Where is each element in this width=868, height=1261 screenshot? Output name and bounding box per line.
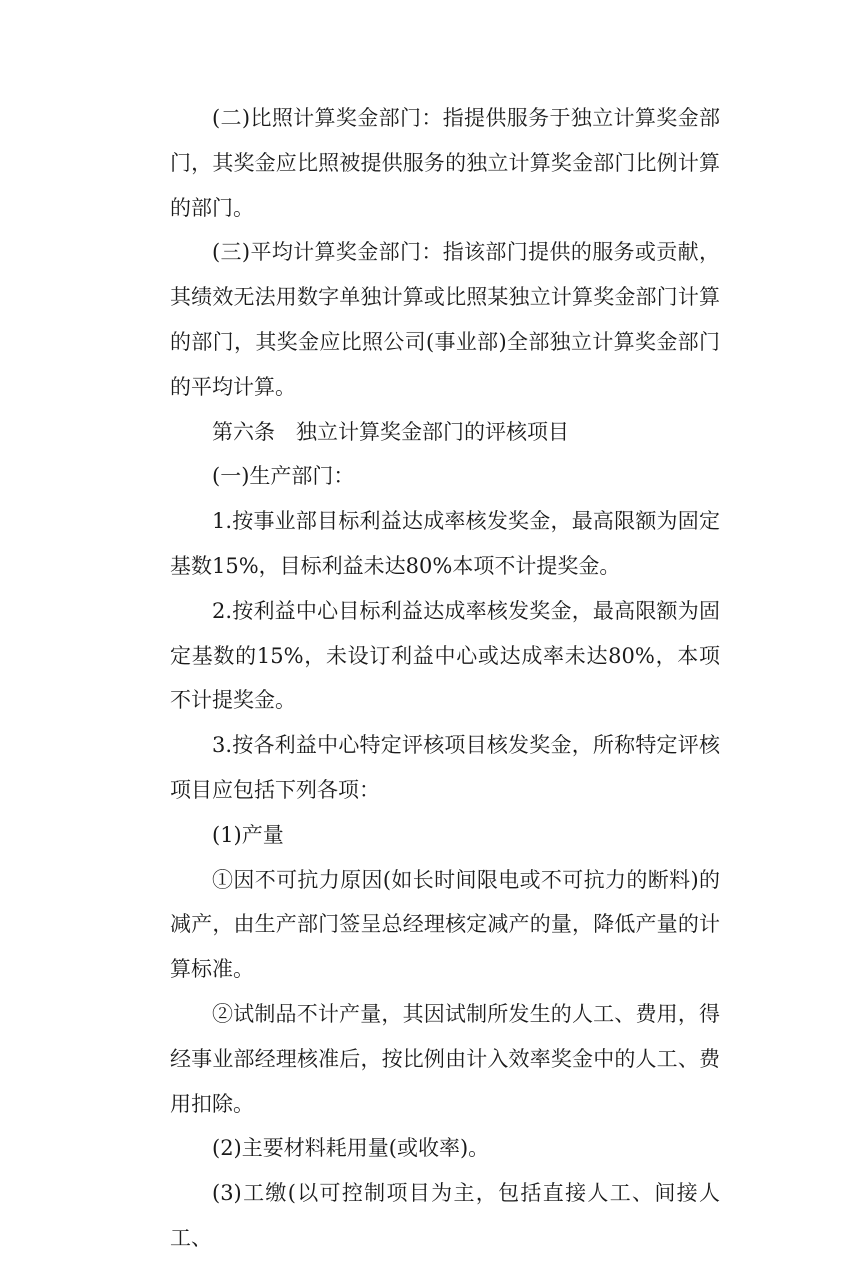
sub-item-output-note-1: ①因不可抗力原因(如长时间限电或不可抗力的断料)的减产，由生产部门签呈总经理核定减产的量，降低产量的计算标准。 [170, 867, 720, 982]
list-item-2: 2.按利益中心目标利益达成率核发奖金，最高限额为固定基数的15%，未设订利益中心或达成率未达80%，本项不计提奖金。 [170, 598, 720, 713]
paragraph-comparative-bonus-department: (二)比照计算奖金部门：指提供服务于独立计算奖金部门，其奖金应比照被提供服务的独立计算奖金部门比例计算的部门。 [170, 106, 720, 220]
paragraph-average-bonus-department: (三)平均计算奖金部门：指该部门提供的服务或贡献，其绩效无法用数字单独计算或比照某独立计算奖金部门计算的部门，其奖金应比照公司(事业部)全部独立计算奖金部门的平均计算。 [170, 240, 720, 399]
article-six-heading: 第六条 独立计算奖金部门的评核项目 [212, 419, 569, 444]
document-body [170, 96, 720, 1261]
list-item-3: 3.按各利益中心特定评核项目核发奖金，所称特定评核项目应包括下列各项： [170, 733, 720, 802]
list-item-1: 1.按事业部目标利益达成率核发奖金，最高限额为固定基数15%，目标利益未达80%本项不计提奖金。 [170, 509, 720, 578]
sub-item-output: (1)产量 [212, 822, 284, 847]
sub-item-output-note-2: ②试制品不计产量，其因试制所发生的人工、费用，得经事业部经理核准后，按比例由计入效率奖金中的人工、费用扣除。 [170, 1001, 720, 1116]
sub-item-labor-cost: (3)工缴(以可控制项目为主，包括直接人工、间接人工、 [170, 1181, 720, 1250]
paragraph-production-department: (一)生产部门： [212, 464, 355, 489]
sub-item-material-usage: (2)主要材料耗用量(或收率)。 [212, 1136, 490, 1161]
